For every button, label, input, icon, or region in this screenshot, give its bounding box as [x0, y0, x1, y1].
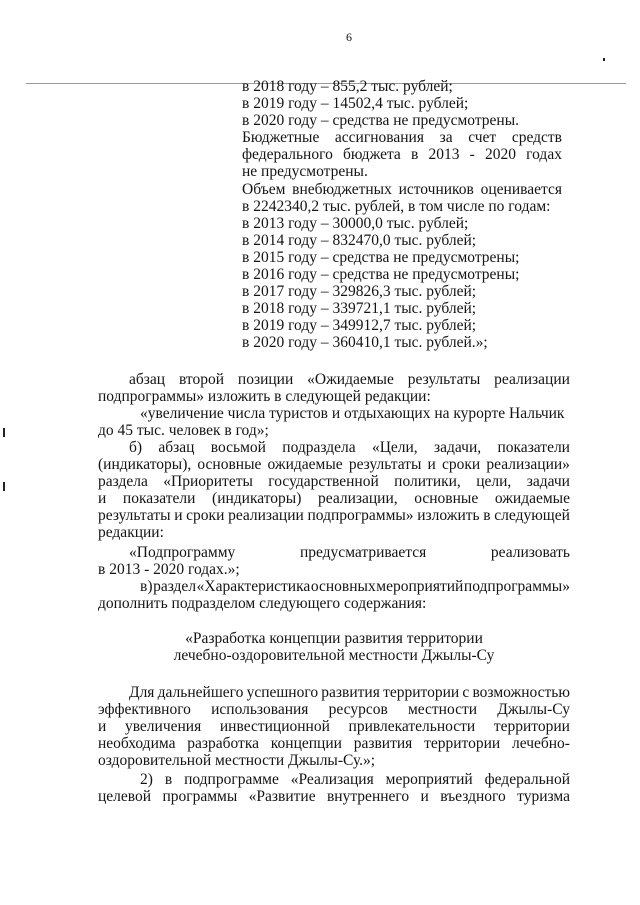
word: цели, — [476, 473, 512, 490]
word: территории — [383, 684, 460, 701]
body-line — [140, 578, 570, 595]
word: бюджета — [343, 146, 401, 163]
word: лечебно- — [511, 735, 570, 752]
word: абзац — [129, 371, 166, 388]
word: изложить — [417, 507, 480, 524]
word: территории — [493, 718, 570, 735]
funding-line: в 2017 году – 329826,3 тыс. рублей; — [242, 283, 477, 300]
word: абзац — [158, 439, 195, 456]
word: и — [98, 718, 107, 735]
word: ресурсов — [328, 701, 388, 718]
funding-line — [242, 129, 562, 146]
word: территории — [424, 735, 501, 752]
word: ожидаемые — [494, 490, 570, 507]
word: счет — [468, 129, 497, 146]
body-line — [129, 684, 570, 701]
word: в — [410, 146, 419, 163]
page-number: 6 — [346, 30, 352, 44]
word: и — [427, 456, 436, 473]
word: федеральной — [484, 771, 570, 788]
word: внутреннего — [326, 788, 410, 805]
word: мероприятий — [385, 771, 473, 788]
word: ассигнования — [334, 129, 424, 146]
word: средств — [511, 129, 562, 146]
word: основных — [310, 578, 376, 595]
word: подпрограмме — [184, 771, 279, 788]
word: внебюджетных — [292, 181, 392, 198]
funding-line: в 2013 году – 30000,0 тыс. рублей; — [242, 215, 469, 232]
word: Для — [129, 684, 155, 701]
word: возможностью — [472, 684, 570, 701]
word: результаты — [98, 507, 171, 524]
body-line — [98, 735, 570, 752]
funding-line: в 2020 году – 360410,1 тыс. рублей.»; — [242, 334, 488, 351]
scan-speck — [603, 58, 605, 61]
scan-margin-mark — [3, 428, 5, 437]
word: 2) — [140, 771, 153, 788]
body-line: дополнить подразделом следующего содержания: — [98, 595, 427, 612]
word: увеличения — [124, 718, 202, 735]
word: реализации, — [318, 490, 398, 507]
word: и — [174, 507, 183, 524]
word: туризма — [517, 788, 570, 805]
word: с — [462, 684, 470, 701]
funding-line: в 2019 году – 349912,7 тыс. рублей; — [242, 317, 477, 334]
funding-line: не предусмотрены. — [242, 163, 368, 180]
funding-line: в 2015 году – средства не предусмотрены; — [242, 249, 520, 266]
word: привлекательности — [348, 718, 476, 735]
word: подраздела — [282, 439, 356, 456]
word: «Развитие — [248, 788, 316, 805]
body-line — [129, 544, 570, 561]
word: показатели — [122, 490, 196, 507]
word: въездного — [440, 788, 506, 805]
body-line — [129, 439, 570, 456]
word: подпрограммы» — [463, 578, 570, 595]
word: целевой — [98, 788, 152, 805]
body-line — [98, 718, 570, 735]
funding-line: в 2242340,2 тыс. рублей, в том числе по годам: — [242, 198, 551, 215]
funding-line — [242, 181, 562, 198]
funding-line: в 2014 году – 832470,0 тыс. рублей; — [242, 232, 477, 249]
word: в — [483, 507, 491, 524]
funding-line — [242, 146, 562, 163]
word: развития — [321, 684, 380, 701]
body-line: в 2013 - 2020 годах.»; — [98, 561, 240, 578]
word: следующей — [494, 507, 570, 524]
word: развития — [353, 735, 413, 752]
body-line — [98, 701, 570, 718]
word: предусматривается — [299, 544, 427, 561]
body-line — [98, 473, 570, 490]
body-line: лечебно-оздоровительной местности Джылы-Су — [173, 647, 495, 664]
word: реализации» — [486, 456, 570, 473]
word: в) — [140, 578, 153, 595]
body-line: «увеличение числа туристов и отдыхающих на курорте Нальчик — [140, 405, 565, 422]
word: (индикаторы) — [212, 490, 302, 507]
word: программы — [162, 788, 238, 805]
word: реализации — [228, 507, 304, 524]
scan-margin-mark — [3, 482, 5, 491]
word: результаты — [407, 371, 481, 388]
word: годах — [526, 146, 562, 163]
word: «Приоритеты — [163, 473, 253, 490]
word: раздел — [153, 578, 197, 595]
word: в — [164, 771, 173, 788]
word: государственной — [268, 473, 379, 490]
word: «Реализация — [290, 771, 374, 788]
word: инвестиционной — [219, 718, 330, 735]
word: реализовать — [490, 544, 570, 561]
word: 2013 — [428, 146, 460, 163]
body-line: до 45 тыс. человек в год»; — [98, 422, 269, 439]
word: - — [469, 146, 475, 163]
word: использования — [211, 701, 309, 718]
funding-line: в 2018 году – 855,2 тыс. рублей; — [242, 78, 453, 95]
body-line — [129, 371, 570, 388]
body-line: редакции: — [98, 524, 164, 541]
funding-line: в 2020 году – средства не предусмотрены. — [242, 112, 520, 129]
word: Объем — [242, 181, 286, 198]
word: и — [420, 788, 429, 805]
body-line: «Разработка концепции развития территории — [185, 630, 483, 647]
word: задачи, — [434, 439, 482, 456]
body-line: оздоровительной местности Джылы-Су.»; — [98, 752, 376, 769]
word: результаты — [348, 456, 422, 473]
word: ожидаемые — [267, 456, 343, 473]
word: за — [439, 129, 453, 146]
word: Джылы-Су — [497, 701, 570, 718]
word: политики, — [394, 473, 461, 490]
word: местности — [407, 701, 478, 718]
word: эффективного — [98, 701, 191, 718]
word: основные — [414, 490, 479, 507]
word: федерального — [242, 146, 333, 163]
body-line — [98, 490, 570, 507]
word: восьмой — [210, 439, 266, 456]
word: «Характеристика — [196, 578, 311, 595]
word: сроки — [186, 507, 225, 524]
word: б) — [129, 439, 143, 456]
funding-line: в 2019 году – 14502,4 тыс. рублей; — [242, 95, 469, 112]
word: источников — [398, 181, 474, 198]
word: второй — [178, 371, 225, 388]
word: 2020 — [484, 146, 516, 163]
word: мероприятий — [376, 578, 464, 595]
word: раздела — [98, 473, 148, 490]
word: «Ожидаемые — [307, 371, 394, 388]
word: концепции — [270, 735, 342, 752]
word: разработка — [187, 735, 259, 752]
word: сроки — [442, 456, 481, 473]
word: (индикаторы), — [98, 456, 192, 473]
word: «Подпрограмму — [129, 544, 236, 561]
word: успешного — [246, 684, 319, 701]
funding-line: в 2016 году – средства не предусмотрены; — [242, 266, 520, 283]
word: задачи — [526, 473, 570, 490]
body-line — [98, 788, 570, 805]
word: и — [98, 490, 107, 507]
word: «Цели, — [371, 439, 418, 456]
word: реализации — [494, 371, 570, 388]
word: подпрограммы» — [307, 507, 414, 524]
body-line — [98, 456, 570, 473]
body-line: подпрограммы» изложить в следующей редакции: — [98, 388, 431, 405]
word: показатели — [497, 439, 570, 456]
word: Бюджетные — [242, 129, 320, 146]
funding-line: в 2018 году – 339721,1 тыс. рублей; — [242, 300, 477, 317]
body-line — [98, 507, 570, 524]
word: основные — [197, 456, 262, 473]
word: дальнейшего — [157, 684, 244, 701]
word: необходима — [98, 735, 176, 752]
word: оценивается — [480, 181, 562, 198]
word: позиции — [237, 371, 294, 388]
body-line — [140, 771, 570, 788]
